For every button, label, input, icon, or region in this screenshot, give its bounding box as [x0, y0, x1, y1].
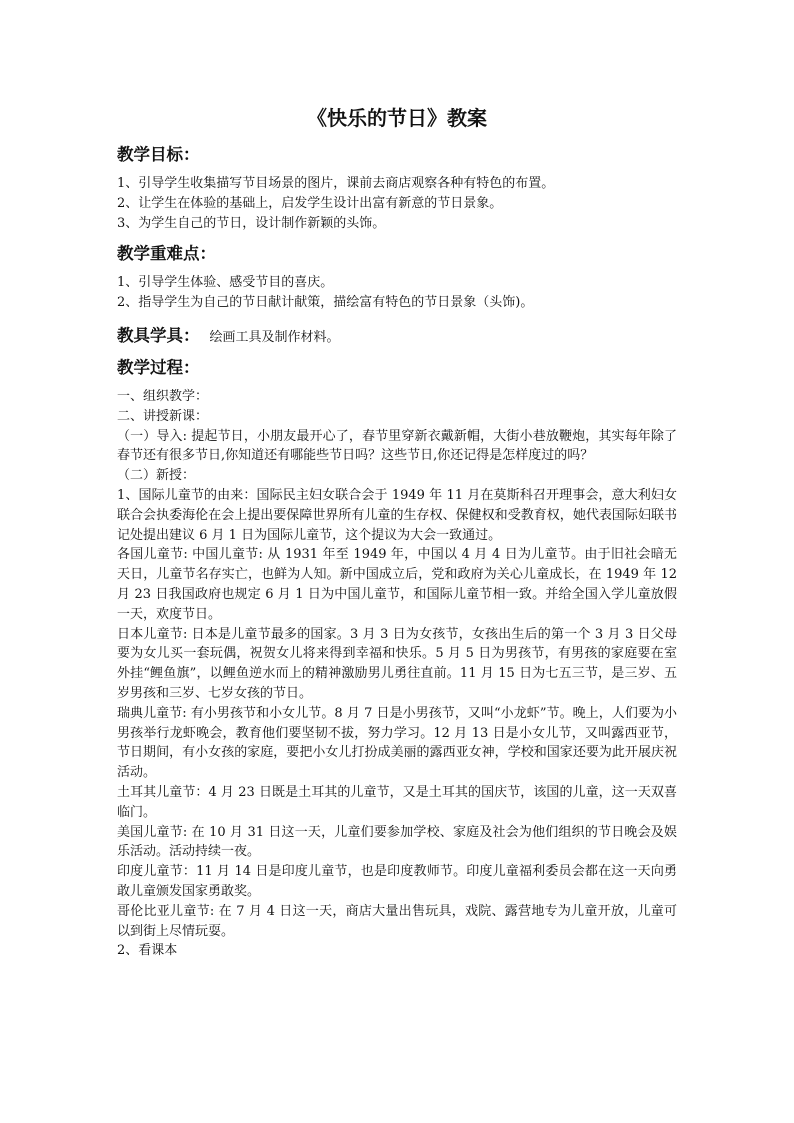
process-heading: 教学过程：	[117, 357, 200, 377]
process-paragraph-13: 2、看课本	[117, 943, 178, 959]
process-paragraph-12: 哥伦比亚儿童节: 在 7 月 4 日这一天，商店大量出售玩具，戏院、露营地专为儿童开放，儿童可以到街上尽情玩耍。	[117, 903, 677, 939]
tools-heading: 教具学具：	[117, 325, 200, 345]
goals-heading: 教学目标：	[117, 145, 200, 164]
goal-item-1: 1、引导学生收集描写节目场景的图片，课前去商店观察各种有特色的布置。	[117, 176, 555, 191]
process-paragraph-9: 土耳其儿童节：4 月 23 日既是土耳其的儿童节，又是土耳其的国庆节，该国的儿童，这一天双喜临门。	[117, 784, 677, 820]
process-paragraph-5: 1、国际儿童节的由来：国际民主妇女联合会于 1949 年 11 月在莫斯科召开理事会，意大利妇女联合会执委海伦在会上提出要保障世界所有儿童的生存权、保健权和受教育权，她代表国际妇联书记处提出建议 6 月 1 日为国际儿童节，这个提议为大会一致通过。	[117, 487, 677, 543]
key-point-item-2: 2、指导学生为自己的节日献计献策，描绘富有特色的节日景象（头饰)。	[117, 295, 534, 311]
key-points-list	[117, 273, 677, 313]
process-paragraph-10: 美国儿童节: 在 10 月 31 日这一天，儿童们要参加学校、家庭及社会为他们组织的节日晚会及娱乐活动。活动持续一夜。	[117, 824, 677, 860]
tools-line	[117, 325, 677, 347]
document-title: 《快乐的节日》教案	[307, 106, 487, 130]
goal-item-3: 3、为学生自己的节日，设计制作新颖的头饰。	[117, 215, 386, 231]
tools-text: 绘画工具及制作材料。	[209, 329, 340, 345]
process-paragraph-2: 二、讲授新课：	[117, 408, 209, 424]
process-paragraph-8: 瑞典儿童节: 有小男孩节和小女儿节。8 月 7 日是小男孩节，又叫“小龙虾”节。晚上，人们要为小男孩举行龙虾晚会，教育他们要坚韧不拔，努力学习。12 月 13 日是小女儿节，又叫露西亚节，节日期间，有小女孩的家庭，要把小女儿打扮成美丽的露西亚女神，学校和国家还要为此开展庆祝活动。	[117, 705, 677, 781]
key-point-item-1: 1、引导学生体验、感受节目的喜庆。	[117, 275, 334, 291]
process-paragraph-7: 日本儿童节: 日本是儿童节最多的国家。3 月 3 日为女孩节，女孩出生后的第一个 3 月 3 日父母要为女儿买一套玩偶，祝贺女儿将来得到幸福和快乐。5 月 5 日为男孩节，有男孩的家庭要在室外挂“鲤鱼旗”，以鲤鱼逆水而上的精神激励男儿勇往直前。11 月 15 日为七五三节，是三岁、五岁男孩和三岁、七岁女孩的节日。	[117, 626, 677, 701]
document-page	[117, 104, 677, 961]
process-paragraph-4: （二）新授：	[117, 468, 196, 484]
process-paragraph-11: 印度儿童节：11 月 14 日是印度儿童节，也是印度教师节。印度儿童福利委员会都在这一天向勇敢儿童颁发国家勇敢奖。	[117, 864, 677, 899]
key-points-heading: 教学重难点：	[117, 244, 216, 264]
goal-item-2: 2、让学生在体验的基础上，启发学生设计出富有新意的节日景象。	[117, 195, 503, 211]
process-body	[117, 387, 677, 961]
process-paragraph-3: （一）导入: 提起节日，小朋友最开心了，春节里穿新衣戴新帽，大街小巷放鞭炮，其实每年除了春节还有很多节日,你知道还有哪能些节日吗？这些节日,你还记得是怎样度过的吗？	[117, 428, 677, 464]
process-paragraph-1: 一、组织教学：	[117, 388, 209, 404]
goals-list	[117, 174, 677, 233]
process-paragraph-6: 各国儿童节: 中国儿童节: 从 1931 年至 1949 年，中国以 4 月 4 日为儿童节。由于旧社会暗无天日，儿童节名存实亡，也鲜为人知。新中国成立后，党和政府为关心儿童成长，在 1949 年 12 月 23 日我国政府也规定 6 月 1 日为中国儿童节，和国际儿童节相一致。并给全国入学儿童放假一天，欢度节日。	[117, 547, 677, 622]
